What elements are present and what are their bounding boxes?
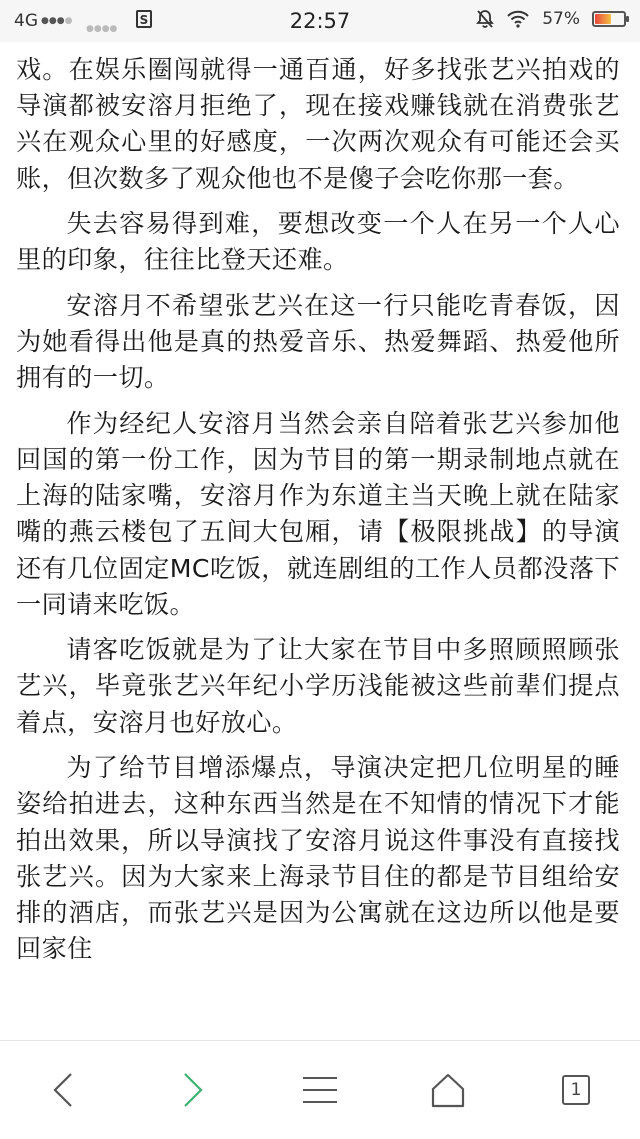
chevron-right-icon	[177, 1070, 207, 1110]
home-icon	[430, 1072, 466, 1108]
signal-strength-icon: ●●●●	[41, 16, 73, 26]
status-bar	[0, 0, 640, 42]
paragraph: 为了给节目增添爆点，导演决定把几位明星的睡姿给拍进去，这种东西当然是在不知情的情况下才能拍出效果，所以导演找了安溶月说这件事没有直接找张艺兴。因为大家来上海录节目住的都是节目组给安排的酒店，而张艺兴是因为公寓就在这边所以他是要回家住	[16, 753, 620, 964]
wifi-icon	[506, 10, 530, 28]
status-right	[476, 9, 626, 29]
menu-button[interactable]	[256, 1041, 384, 1139]
notification-s-icon: S	[136, 10, 152, 28]
battery-percent: 57%	[542, 9, 580, 29]
mute-bell-icon	[476, 9, 494, 29]
paragraph: 作为经纪人安溶月当然会亲自陪着张艺兴参加他回国的第一份工作，因为节目的第一期录制地点就在上海的陆家嘴，安溶月作为东道主当天晚上就在陆家嘴的燕云楼包了五间大包厢，请【极限挑战】的导演还有几位固定MC吃饭，就连剧组的工作人员都没落下一同请来吃饭。	[16, 408, 620, 619]
tabs-button[interactable]	[512, 1041, 640, 1139]
paragraph: 戏。在娱乐圈闯就得一通百通，好多找张艺兴拍戏的导演都被安溶月拒绝了，现在接戏赚钱就在消费张艺兴在观众心里的好感度，一次两次观众有可能还会买账，但次数多了观众他也不是傻子会吃你那一套。	[16, 55, 620, 193]
hamburger-menu-icon	[302, 1075, 338, 1105]
paragraph: 安溶月不希望张艺兴在这一行只能吃青春饭，因为她看得出他是真的热爱音乐、热爱舞蹈、热爱他所拥有的一切。	[16, 290, 620, 393]
home-button[interactable]	[384, 1041, 512, 1139]
battery-level-fill	[595, 14, 611, 24]
paragraph: 失去容易得到难，要想改变一个人在另一个人心里的印象，往往比登天还难。	[16, 209, 620, 275]
back-button[interactable]	[0, 1041, 128, 1139]
tab-count-badge: 1	[562, 1075, 590, 1105]
clock: 22:57	[289, 9, 351, 33]
bottom-toolbar	[0, 1040, 640, 1139]
chevron-left-icon	[49, 1070, 79, 1110]
network-type: 4G	[14, 11, 38, 31]
battery-icon	[592, 11, 626, 27]
forward-button[interactable]	[128, 1041, 256, 1139]
article-content[interactable]	[0, 42, 640, 1040]
paragraph: 请客吃饭就是为了让大家在节目中多照顾照顾张艺兴，毕竟张艺兴年纪小学历浅能被这些前辈们提点着点，安溶月也好放心。	[16, 635, 620, 737]
signal-strength-2-icon: ●●●●	[86, 24, 118, 34]
